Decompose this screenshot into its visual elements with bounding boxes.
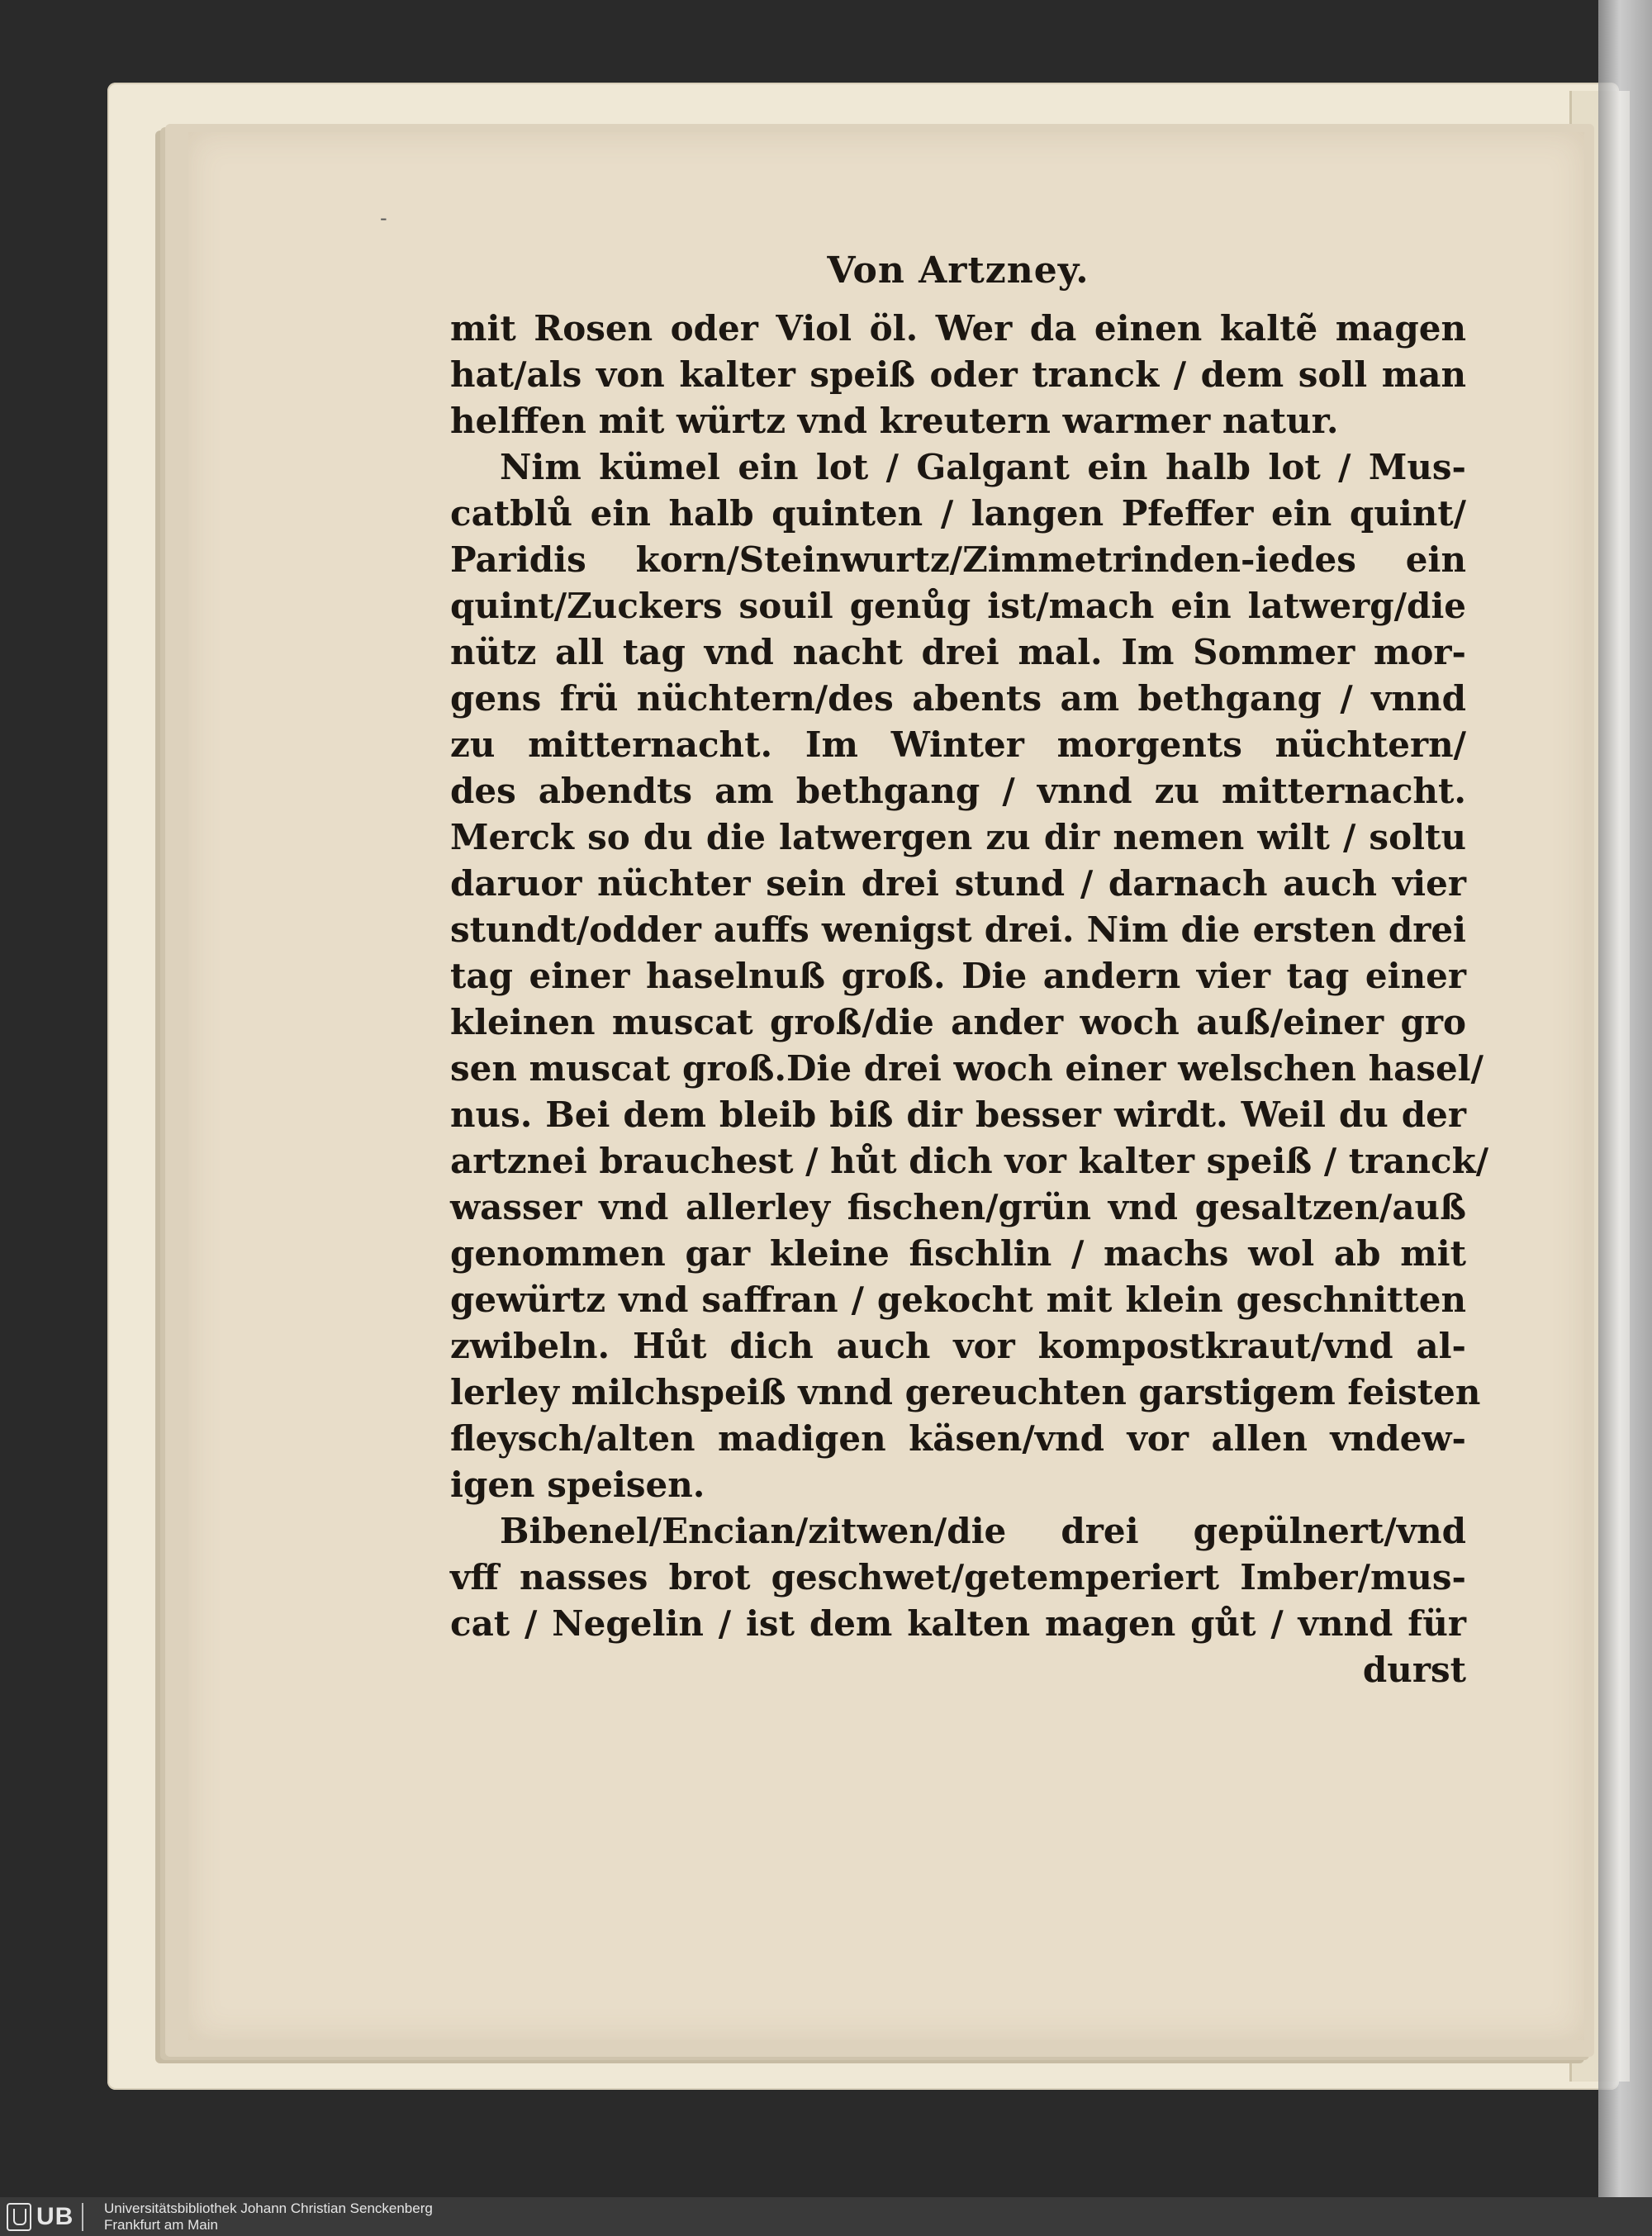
text-line: cat / Negelin / ist dem kalten magen gůt / vnnd für: [450, 1603, 1466, 1644]
text-line: nus. Bei dem bleib biß dir besser wirdt. Weil du der: [450, 1094, 1466, 1135]
text-line: Bibenel/Encian/zitwen/die drei gepülnert/vnd: [500, 1511, 1466, 1551]
text-line: wasser vnd allerley fischen/grün vnd gesaltzen/auß: [450, 1187, 1466, 1227]
glass-plate-edge: [1598, 0, 1652, 2197]
text-line: genommen gar kleine fischlin / machs wol ab mit: [450, 1233, 1466, 1274]
text-line: artznei brauchest / hůt dich vor kalter speiß / tranck/: [450, 1141, 1489, 1181]
text-line: gewürtz vnd saffran / gekocht mit klein geschnitten: [450, 1279, 1466, 1320]
text-line: daruor nüchter sein drei stund / darnach auch vier: [450, 863, 1466, 904]
text-line: stundt/odder auffs wenigst drei. Nim die ersten drei: [450, 909, 1466, 950]
text-line: lerley milchspeiß vnnd gereuchten garstigem feisten: [450, 1372, 1481, 1412]
page-text-block: [450, 248, 1489, 1693]
text-line: zwibeln. Hůt dich auch vor kompostkraut/vnd al-: [450, 1326, 1466, 1366]
text-line: fleysch/alten madigen käsen/vnd vor allen vndew-: [450, 1418, 1466, 1459]
footer-credit: [104, 2200, 433, 2234]
footer-line-2: Frankfurt am Main: [104, 2217, 218, 2233]
text-line: mit Rosen oder Viol öl. Wer da einen kaltẽ magen: [450, 308, 1466, 349]
text-line: Merck so du die latwergen zu dir nemen wilt / soltu: [450, 817, 1466, 857]
footer-bar: [0, 2197, 1652, 2236]
text-line: kleinen muscat groß/die ander woch auß/einer gro: [450, 1002, 1466, 1042]
text-line: catblů ein halb quinten / langen Pfeffer ein quint/: [450, 493, 1466, 534]
library-logo-icon: [7, 2203, 31, 2231]
text-line: Paridis korn/Steinwurtz/Zimmetrinden-iedes ein: [450, 539, 1466, 580]
running-head: Von Artzney.: [827, 249, 1089, 292]
text-line: nütz all tag vnd nacht drei mal. Im Sommer mor-: [450, 632, 1466, 672]
text-line: des abendts am bethgang / vnnd zu mitternacht.: [450, 771, 1466, 811]
text-lines: [450, 306, 1489, 1647]
text-line: quint/Zuckers souil genůg ist/mach ein latwerg/die: [450, 586, 1466, 626]
text-line: tag einer haselnuß groß. Die andern vier tag einer: [450, 956, 1466, 996]
text-line: helffen mit würtz vnd kreutern warmer natur.: [450, 401, 1339, 441]
text-line: gens frü nüchtern/des abents am bethgang / vnnd: [450, 678, 1466, 719]
catchword: durst: [1362, 1650, 1466, 1690]
pencil-mark: ‐: [380, 207, 387, 230]
text-line: Nim kümel ein lot / Galgant ein halb lot / Mus-: [500, 447, 1466, 487]
footer-line-1: Universitätsbibliothek Johann Christian Senckenberg: [104, 2200, 433, 2216]
library-logo: [7, 2202, 83, 2231]
text-line: vff nasses brot geschwet/getemperiert Imber/mus-: [450, 1557, 1466, 1597]
text-line: sen muscat groß.Die drei woch einer welschen hasel/: [450, 1048, 1483, 1089]
text-line: igen speisen.: [450, 1465, 705, 1505]
text-line: hat/als von kalter speiß oder tranck / dem soll man: [450, 354, 1466, 395]
text-line: zu mitternacht. Im Winter morgents nüchtern/: [450, 724, 1466, 765]
library-logo-text: UB: [36, 2203, 83, 2231]
